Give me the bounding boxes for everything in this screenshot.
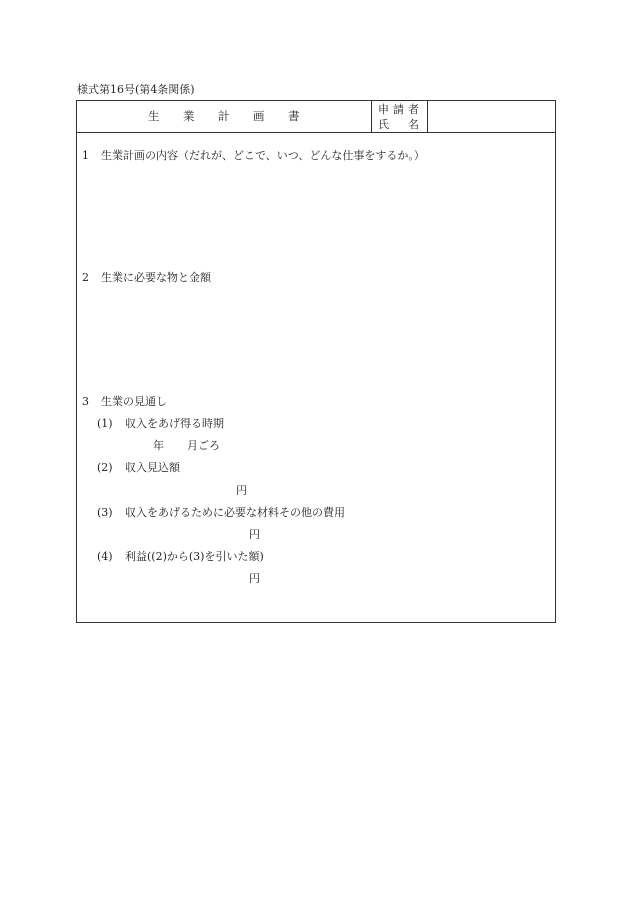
- applicant-label-char: 申: [378, 103, 389, 116]
- applicant-label-char: 者: [408, 103, 419, 116]
- outlook-item-number: (2): [97, 461, 113, 474]
- outlook-item-number: (4): [97, 550, 113, 563]
- section-number: 3: [82, 395, 89, 408]
- section-title-outlook: 生業の見通し: [101, 395, 167, 408]
- outlook-profit-label: 利益((2)から(3)を引いた額): [125, 550, 264, 563]
- yen-unit: 円: [249, 528, 260, 541]
- month-unit: 月ごろ: [187, 439, 220, 452]
- yen-unit: 円: [249, 572, 260, 585]
- form-title-char: 業: [183, 109, 195, 123]
- outlook-item-number: (1): [97, 417, 113, 430]
- section-title-items-cost: 生業に必要な物と金額: [101, 271, 211, 284]
- year-unit: 年: [153, 439, 164, 452]
- yen-unit: 円: [236, 484, 247, 497]
- outlook-item-number: (3): [97, 506, 113, 519]
- applicant-label-divider: [371, 100, 372, 132]
- form-title-char: 書: [288, 109, 300, 123]
- form-title-char: 生: [148, 109, 160, 123]
- applicant-label-char: 請: [393, 103, 404, 116]
- form-table: [76, 100, 556, 623]
- name-label-char: 氏: [378, 118, 389, 131]
- form-title-char: 画: [253, 109, 265, 123]
- outlook-income-timing-label: 収入をあげ得る時期: [125, 417, 224, 430]
- section-number: 2: [82, 271, 89, 284]
- outlook-required-cost-label: 収入をあげるために必要な材料その他の費用: [125, 506, 345, 519]
- outlook-expected-income-label: 収入見込額: [125, 461, 180, 474]
- header-divider: [76, 132, 556, 133]
- name-label-char: 名: [408, 118, 419, 131]
- section-title-plan-content: 生業計画の内容（だれが、どこで、いつ、どんな仕事をするか。）: [101, 149, 425, 162]
- applicant-name-divider: [427, 100, 428, 132]
- form-number-label: 様式第16号(第4条関係): [77, 83, 195, 96]
- section-number: 1: [82, 149, 89, 162]
- form-title-char: 計: [218, 109, 230, 123]
